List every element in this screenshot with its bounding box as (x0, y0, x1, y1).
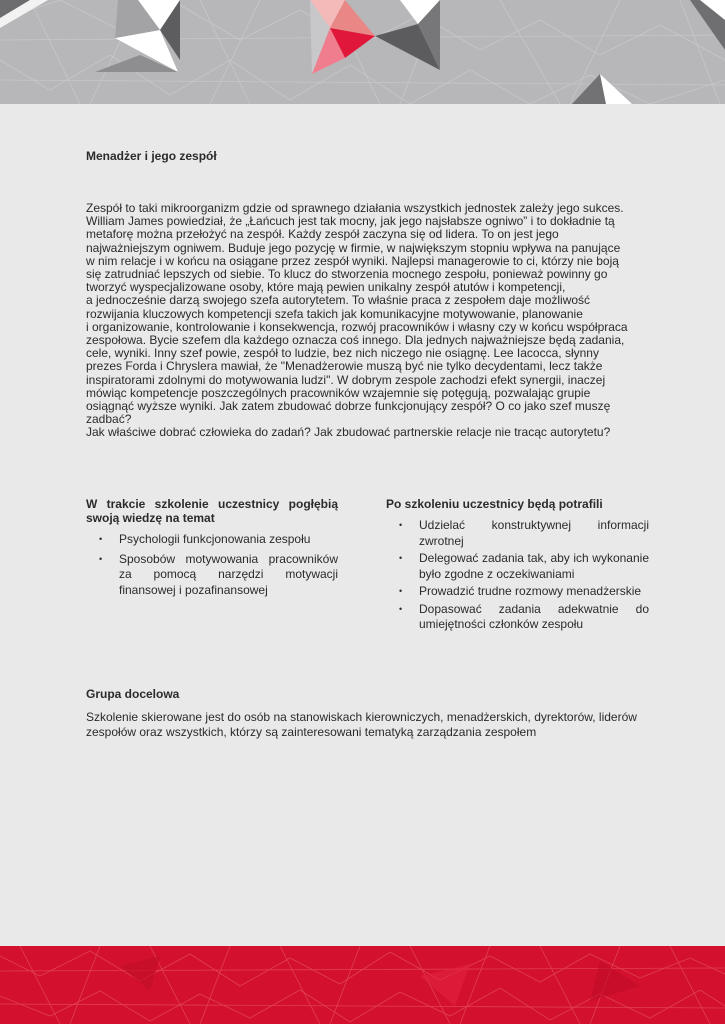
list-item-text: Udzielać konstruktywnej informacji zwrotnej (419, 518, 649, 548)
bullet-icon: • (399, 520, 403, 530)
page-title: Menadżer i jego zespół (86, 149, 217, 163)
header-pattern (0, 0, 725, 104)
skills-heading: Po szkoleniu uczestnicy będą potrafili (386, 497, 603, 511)
list-item (386, 518, 649, 549)
list-item (86, 532, 338, 548)
target-group-heading: Grupa docelowa (86, 687, 180, 701)
bullet-icon: • (99, 534, 103, 544)
footer-pattern (0, 946, 725, 1024)
list-item (386, 551, 649, 582)
list-item (386, 602, 649, 633)
target-group-text: Szkolenie skierowane jest do osób na stanowiskach kierowniczych, menadżerskich, dyrektorów, liderów zespołów oraz wszystkich, którzy są zainteresowani tematyką zarządzania zespołem (86, 710, 637, 739)
list-item-text: Prowadzić trudne rozmowy menadżerskie (419, 584, 642, 598)
list-item (386, 584, 649, 600)
intro-paragraph: Zespół to taki mikroorganizm gdzie od sprawnego działania wszystkich jednostek zależy jego sukces. William James powiedział, że „Łańcuch jest tak mocny, jak jego najsłabsze ogniwo” i to dokładnie tą metaforę można przełożyć na zespół. Każdy zespół zaczyna się od lidera. To on jest jego najważniejszym ogniwem. Buduje jego pozycję w firmie, w największym stopniu wpływa na panujące w nim relacje i w końcu na osiągane przez zespół wyniki. Najlepsi managerowie to ci, którzy nie boją się zatrudniać lepszych od siebie. To klucz do stworzenia mocnego zespołu, ponieważ powinny go tworzyć wyspecjalizowane osoby, które mają pewien unikalny zespół atutów i kompetencji, a jednocześnie darzą swojego szefa autorytetem. To właśnie praca z zespołem daje możliwość rozwijania kluczowych kompetencji szefa takich jak komunikacyjne motywowanie, planowanie i organizowanie, kontrolowanie i konsekwencja, rozwój pracowników i własny czy w końcu współpraca zespołowa. Bycie szefem dla każdego oznacza coś innego. Dla jednych najważniejsze będą zadania, cele, wyniki. Inny szef powie, zespół to ludzie, bez nich niczego nie osiągnę. Lee Iacocca, słynny prezes Forda i Chryslera mawiał, że "Menadżerowie muszą być nie tylko decydentami, lecz także inspiratorami zdolnymi do motywowania ludzi". W dobrym zespole zachodzi efekt synergii, inaczej mówiąc kompetencje poszczególnych pracowników wzajemnie się potęgują, pozwalając grupie osiągnąć wyższe wyniki. Jak zatem zbudować dobrze funkcjonujący zespół? O co jako szef muszę zadbać? Jak właściwe dobrać człowieka do zadań? Jak zbudować partnerskie relacje nie tracąc autorytetu? (86, 201, 628, 440)
bullet-icon: • (399, 586, 403, 596)
learning-outcomes-column (86, 497, 338, 602)
bullet-icon: • (99, 553, 103, 564)
bullet-icon: • (399, 553, 403, 563)
list-item-text: Sposobów motywowania pracowników za pomocą narzędzi motywacji finansowej i pozafinansowej (119, 551, 338, 597)
learning-outcomes-list (86, 532, 338, 598)
skills-column (386, 497, 649, 635)
skills-list (386, 518, 649, 633)
list-item-text: Delegować zadania tak, aby ich wykonanie było zgodne z oczekiwaniami (419, 551, 649, 581)
learning-outcomes-heading: W trakcie szkolenie uczestnicy pogłębią swoją wiedzę na temat (86, 497, 338, 525)
bullet-icon: • (399, 603, 403, 614)
list-item (86, 552, 338, 599)
footer-banner (0, 946, 725, 1024)
list-item-text: Dopasować zadania adekwatnie do umiejętności członków zespołu (419, 601, 649, 631)
list-item-text: Psychologii funkcjonowania zespołu (119, 532, 311, 546)
header-banner (0, 0, 725, 104)
